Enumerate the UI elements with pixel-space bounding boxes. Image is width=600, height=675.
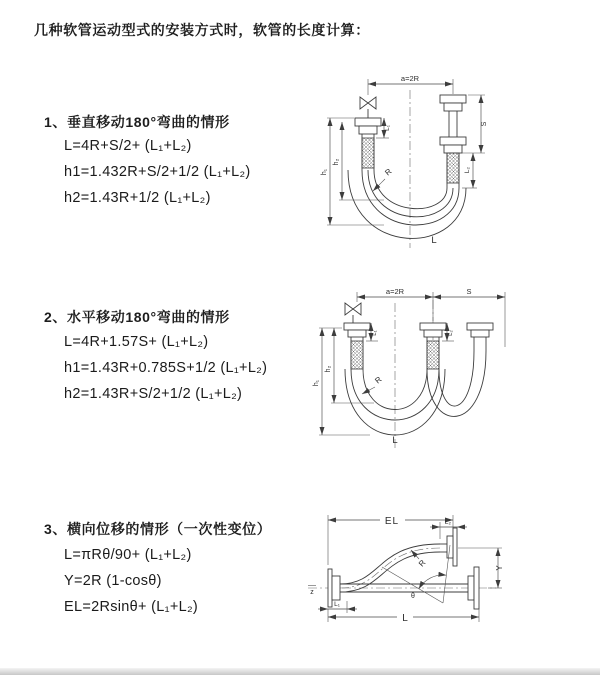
left-pipe-fitting [344,323,370,369]
dim-label-r: R [373,374,384,386]
valve-icon [345,303,361,323]
section-3-heading: 3、横向位移的情形（一次性变位） [44,521,272,537]
section-1-formula-l: L=4R+S/2+ (L₁+L₂) [64,138,192,154]
dim-label-l: L [402,613,408,624]
section-2-formula-h2: h2=1.43R+S/2+1/2 (L₁+L₂) [64,386,243,402]
dim-label-l2: L₂ [444,519,452,526]
section-1-formula-h2: h2=1.43R+1/2 (L₁+L₂) [64,190,211,206]
dim-label-a2r: a=2R [400,74,420,83]
dim-label-h2: h₂ [325,365,332,373]
right-pipe-fitting [467,323,493,351]
section-2-formula-l: L=4R+1.57S+ (L₁+L₂) [64,334,209,350]
dim-a2r [368,74,453,95]
hose-u-curves [345,351,486,435]
dim-label-a2r: a=2R [385,287,405,296]
dim-l2 [462,153,477,188]
diagram-vertical-180-bend [310,70,600,260]
dim-label-l1: L₁ [334,601,340,608]
scan-edge [0,668,600,675]
dim-label-s: S [466,287,472,296]
dim-label-r: R [383,166,394,178]
diagram-lateral-displacement [300,505,600,655]
braided-hose-section [427,341,439,369]
dim-label-el: EL [384,516,400,527]
theta-angle-construction [382,545,450,603]
middle-pipe-fitting [420,323,446,369]
dim-label-s: S [481,121,488,127]
dim-label-h1: h₁ [321,168,328,176]
section-1-formula-h1: h1=1.432R+S/2+1/2 (L₁+L₂) [64,164,251,180]
section-3-formula-el: EL=2Rsinθ+ (L₁+L₂) [64,599,199,615]
dim-l [328,609,479,624]
dim-label-l2: L₂ [448,330,454,336]
dim-label-l: L [431,235,437,246]
valve-icon [360,97,376,118]
dim-label-l2: L₂ [464,166,471,174]
page-title: 几种软管运动型式的安装方式时，软管的长度计算： [34,22,370,38]
centerline-mark-label: z [310,589,314,596]
dim-label-l1: L₁ [384,125,391,131]
dim-label-h1: h₁ [313,379,320,387]
right-pipe-fitting [440,95,466,188]
diagram-horizontal-180-bend [308,285,600,471]
hose-s-curve [340,544,440,592]
dim-label-theta: θ [411,593,415,600]
dim-label-h2: h₂ [333,158,340,166]
right-flange [468,567,479,609]
dim-s [433,287,505,347]
section-3-formula-l: L=πRθ/90+ (L₁+L₂) [64,547,192,563]
braided-hose-section [447,153,459,183]
section-3-formula-y: Y=2R (1-cosθ) [64,573,162,589]
dim-y [458,548,504,588]
braided-hose-section [351,341,363,369]
dim-l1 [318,601,357,613]
braided-hose-section [362,138,374,168]
centerline-mark [308,586,316,597]
radius-callout [373,167,394,191]
section-2-heading: 2、水平移动180°弯曲的情形 [44,309,230,325]
dim-label-r: R [416,558,428,569]
dim-label-l: L [392,435,398,446]
section-2-formula-h1: h1=1.43R+0.785S+1/2 (L₁+L₂) [64,360,268,376]
displaced-end-flange [440,528,457,566]
dim-label-y: Y [495,565,504,571]
section-1-heading: 1、垂直移动180°弯曲的情形 [44,114,230,130]
dim-label-l1: L₁ [372,330,378,336]
left-pipe-fitting [355,118,381,170]
